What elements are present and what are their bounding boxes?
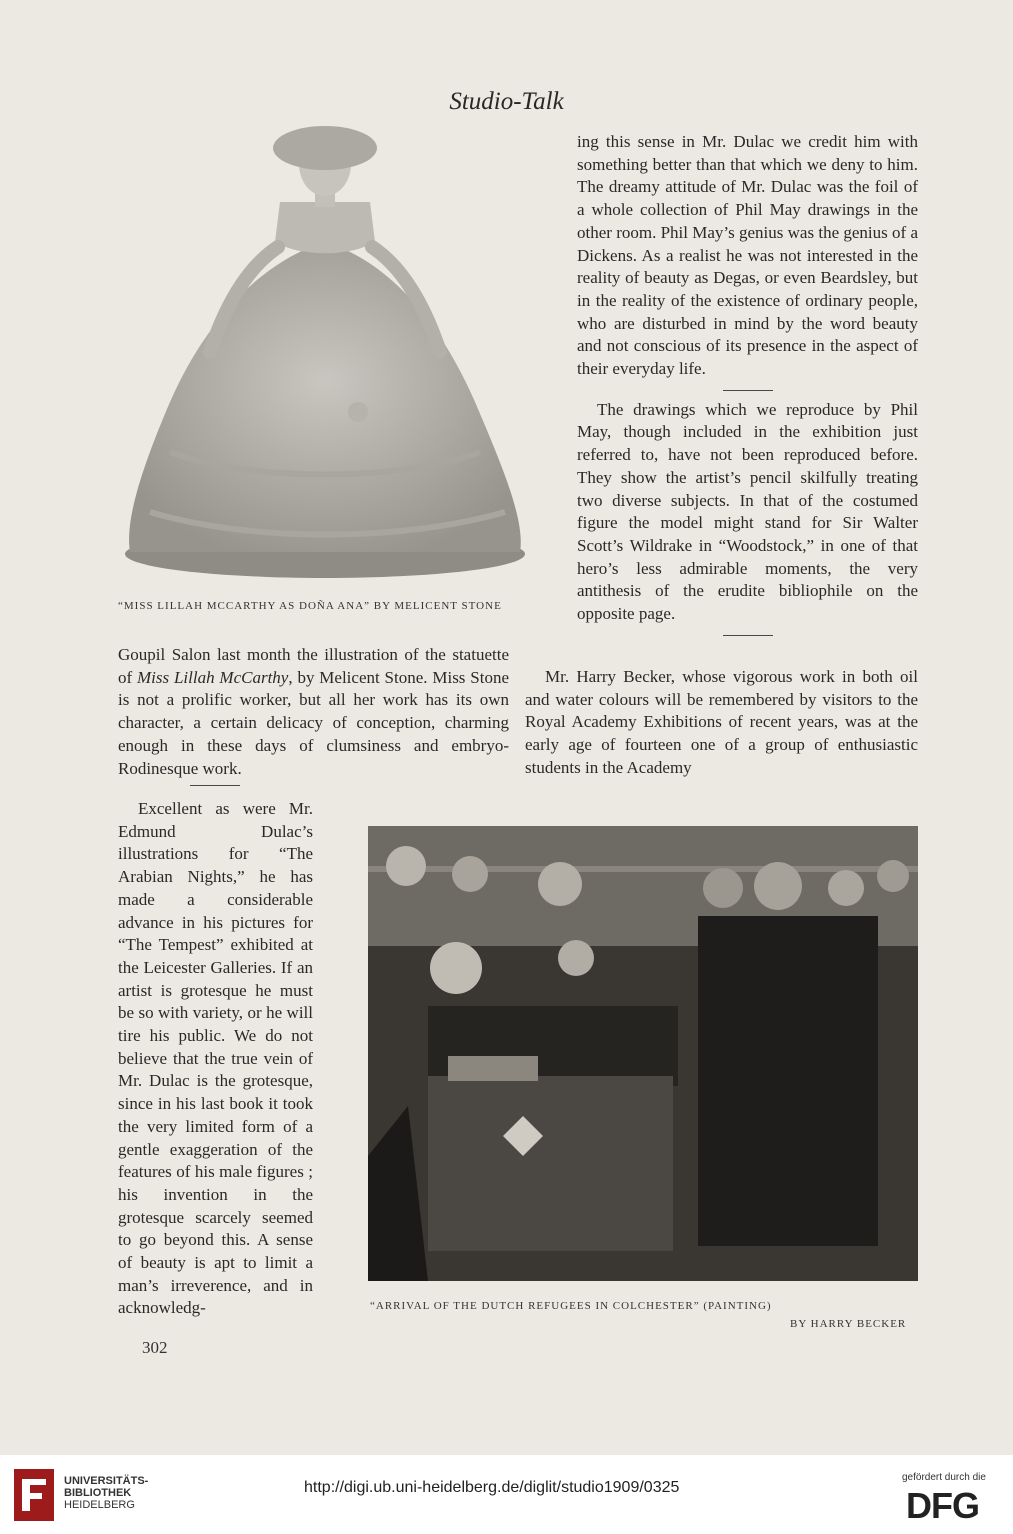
- library-name: UNIVERSITÄTS- BIBLIOTHEK HEIDELBERG: [64, 1475, 149, 1511]
- page-number: 302: [142, 1338, 168, 1357]
- left-column-middle: [118, 644, 509, 780]
- running-header: Studio-Talk: [449, 88, 564, 115]
- section-rule: [723, 635, 773, 636]
- library-logo-icon: [14, 1469, 54, 1521]
- dfg-logo: DFG: [906, 1485, 979, 1526]
- painting-caption-artist: BY HARRY BECKER: [790, 1318, 907, 1330]
- source-url-link[interactable]: http://digi.ub.uni-heidelberg.de/diglit/studio1909/0325: [304, 1479, 680, 1496]
- sponsor-label: gefördert durch die: [902, 1472, 986, 1483]
- statuette-illustration: [110, 122, 565, 592]
- viewer-footer: [0, 1455, 1013, 1534]
- paragraph-goupil-salon: Goupil Salon last month the illustration of the statuette of Miss Lillah McCarthy, by Melicent Stone. Miss Stone is not a prolific worker, but all her work has its own character, a certain delicacy of conception, charming enough in these days of clumsiness and embryo-Rodinesque work.: [118, 645, 509, 778]
- right-column-top: [577, 131, 918, 644]
- painting-illustration: [368, 826, 918, 1281]
- section-rule: [190, 785, 240, 786]
- paragraph-dulac-tempest: Excellent as were Mr. Edmund Dulac’s illustrations for “The Arabian Nights,” he has made a considerable advance in his pictures for “The Tempest” exhibited at the Leicester Galleries. If an artist is grotesque he must be so with variety, or he will tire his public. We do not believe that the true vein of Mr. Dulac is the grotesque, since in his last book it took the very limited form of a gentle exaggeration of the features of his male figures ; his invention in the grotesque scarcely seemed to go beyond this. A sense of beauty is apt to limit a man’s irreverence, and in acknowledg-: [118, 799, 313, 1318]
- statuette-caption: “MISS LILLAH MCCARTHY AS DOÑA ANA” BY MELICENT STONE: [118, 600, 502, 612]
- painting-caption-title: “ARRIVAL OF THE DUTCH REFUGEES IN COLCHESTER” (PAINTING): [370, 1300, 772, 1312]
- right-column-middle: [525, 666, 918, 780]
- paragraph-dulac-continued: ing this sense in Mr. Dulac we credit him with something better than that which we deny to him. The dreamy attitude of Mr. Dulac was the foil of a whole collection of Phil May drawings in the other room. Phil May’s genius was the genius of a Dickens. As a realist he was not interested in the reality of beauty as Degas, or even Beardsley, but in the reality of the existence of ordinary people, who are disturbed in mind by the word beauty and not conscious of its presence in the aspect of their everyday life.: [577, 132, 918, 379]
- section-rule: [723, 390, 773, 391]
- paragraph-harry-becker: Mr. Harry Becker, whose vigorous work in both oil and water colours will be remembered by visitors to the Royal Academy Exhibitions of recent years, was at the early age of fourteen one of a group of enthusiastic students in the Academy: [525, 667, 918, 777]
- paragraph-phil-may: The drawings which we reproduce by Phil May, though included in the exhibition just referred to, have not been reproduced before. They show the artist’s pencil skilfully treating two diverse subjects. In that of the costumed figure the model might stand for Sir Walter Scott’s Wildrake in “Woodstock,” in one of that hero’s less admirable moments, the very antithesis of the erudite bibliophile on the opposite page.: [577, 399, 918, 624]
- left-column-bottom: [118, 798, 313, 1320]
